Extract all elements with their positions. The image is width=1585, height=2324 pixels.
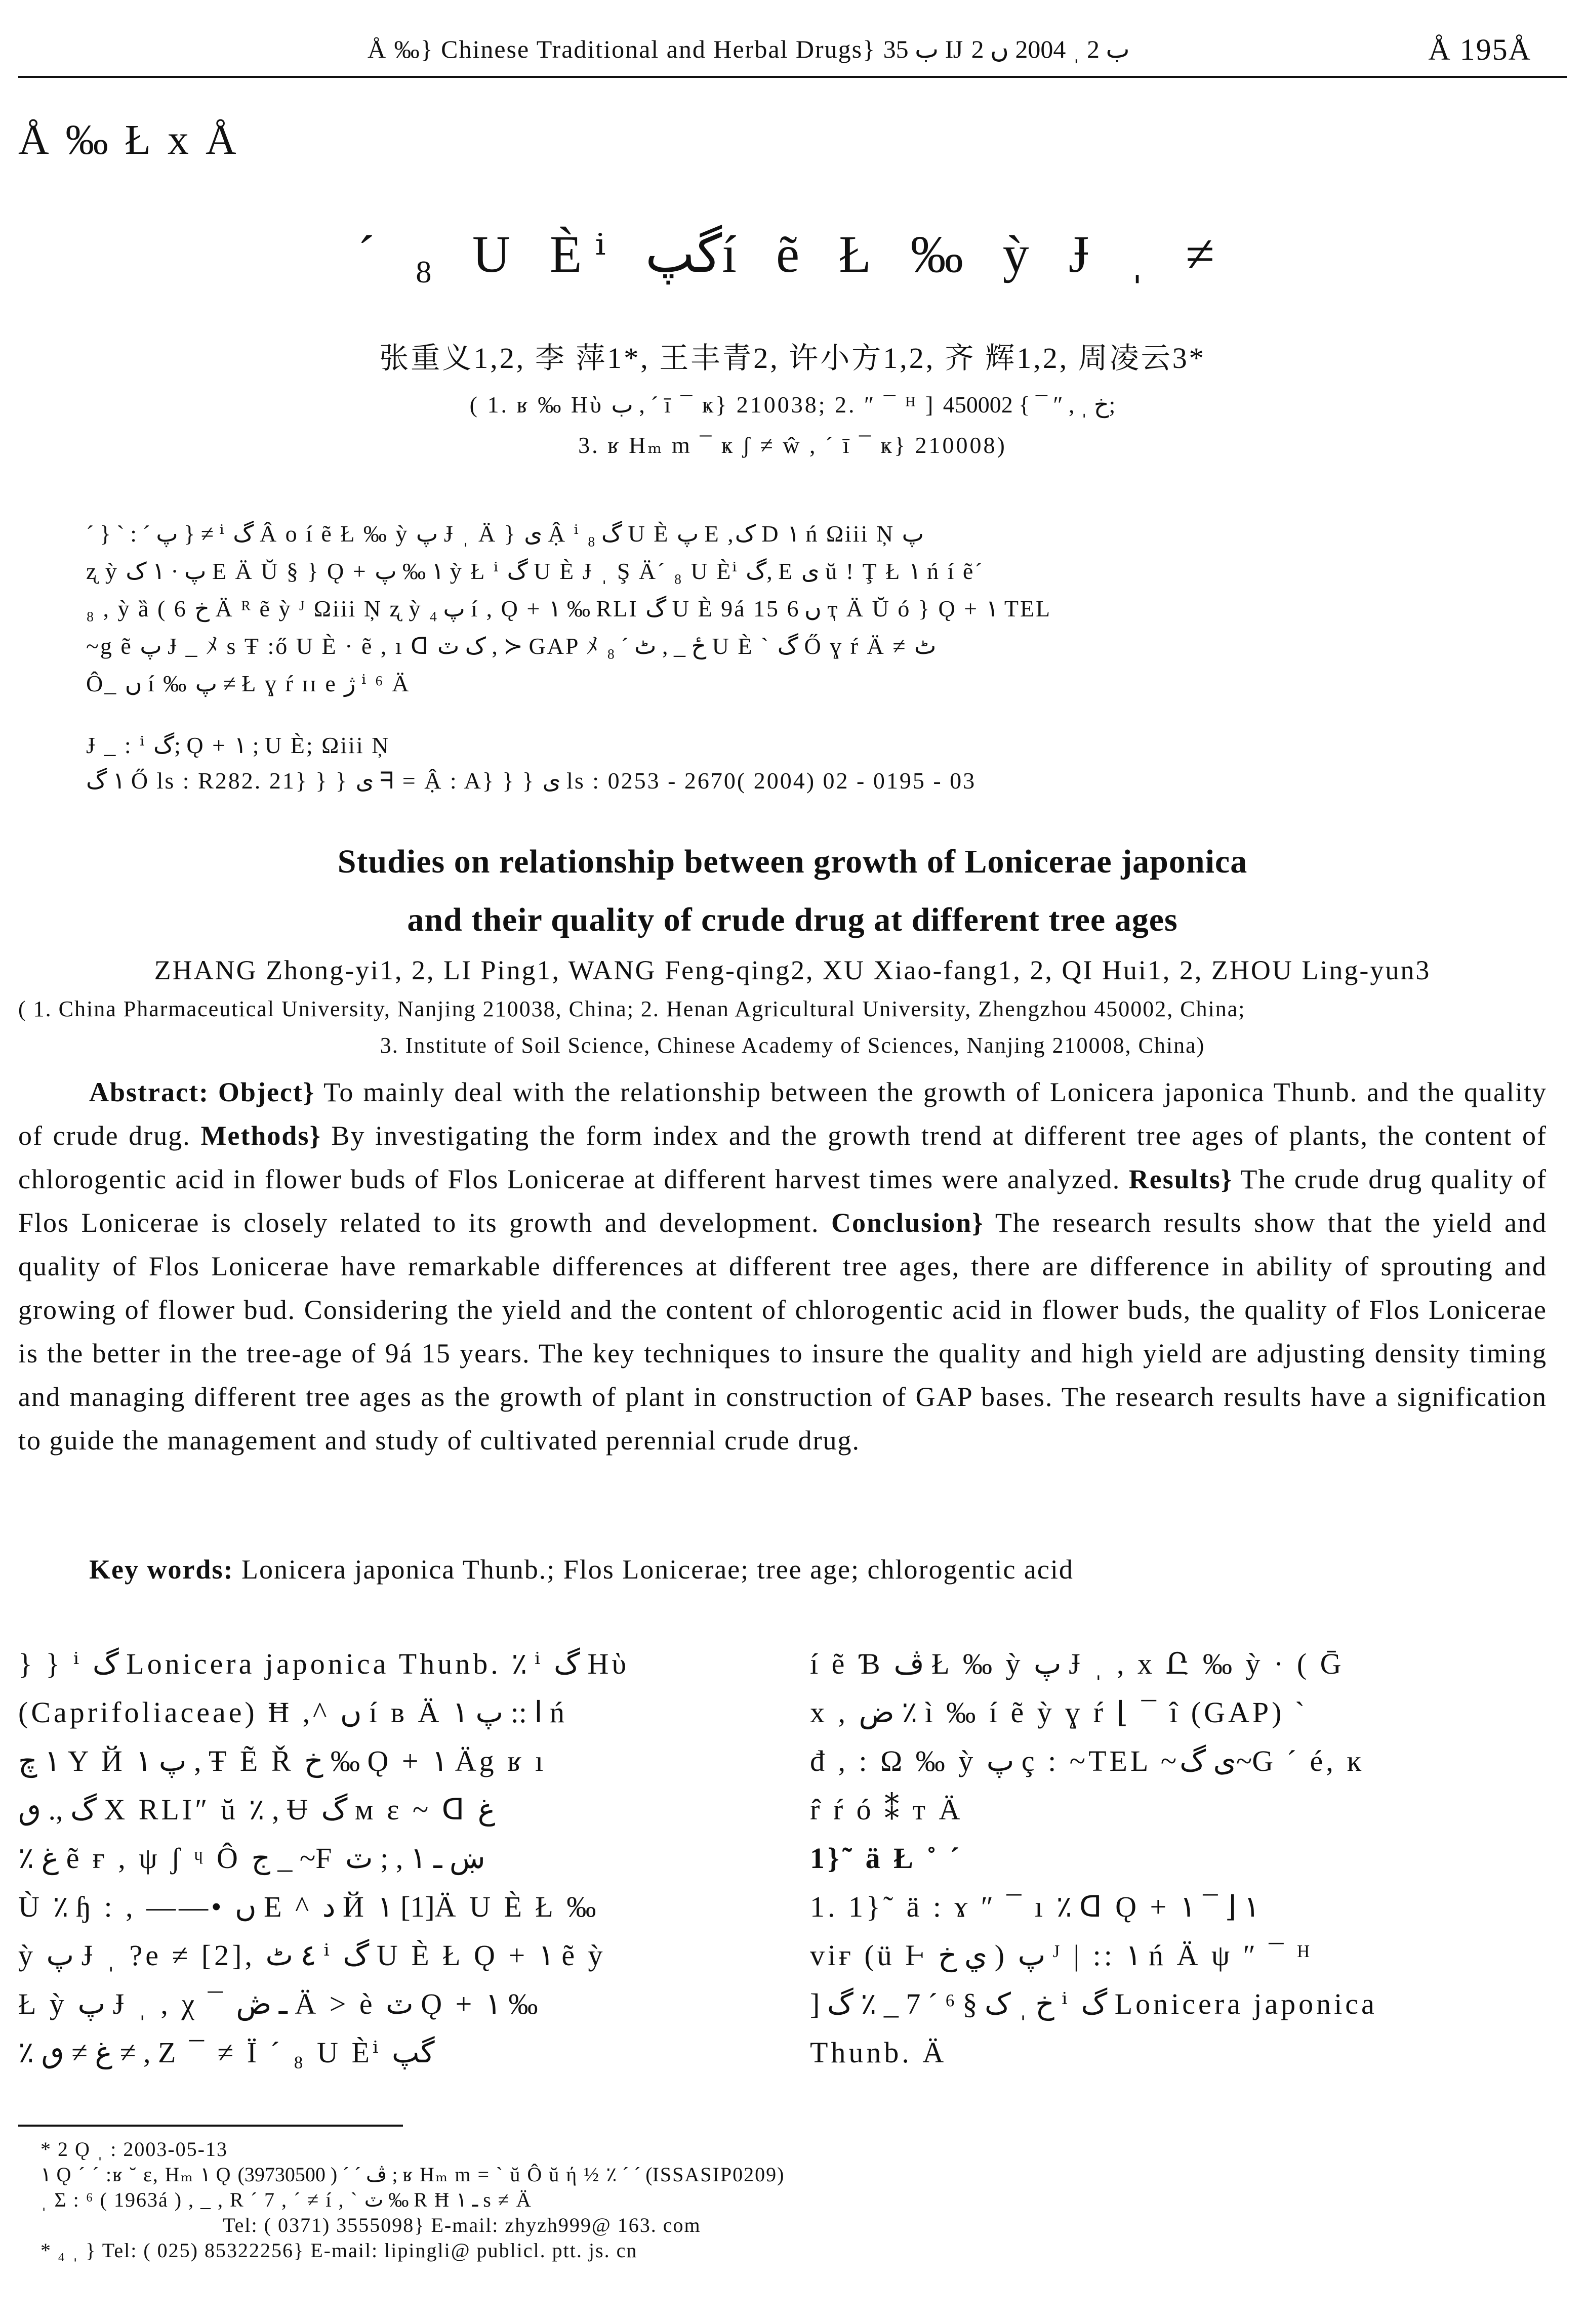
chinese-abstract-line: ˊ } ` : ˊ پ } ≠ ⁱ گ Â o í ẽ Ł ‰ ỳ پ Ɉ ˌ Ä } ی Ậ ⁱ گ ₈ U È پ E ,ک D ١ ń Ωiii Ņ پ (86, 521, 924, 547)
body-line: ١ چ Y Й پ ١ , Ŧ Ẽ Ř خ ‰ Ǫ + ١ Äg ʁ ı (18, 1745, 547, 1777)
body-line: í ẽ Ɓ ڤ Ł ‰ ỳ پ Ɉ ˌ , x Ը ‰ ỳ · ( Ḡ (810, 1647, 1345, 1680)
conclusion-text: The research results show that the yield and quality of Flos Lonicerae have remarkable differences at different tree ages, there are difference in ability of sprouting and growing of flower bud. Considering the yield and the content of chlorogentic acid in flower buds, the quality of Flos Lonicerae is the better in the tree-age of 9á 15 years. The key techniques to insure the quality and high yield are adjusting density timing and managing different tree ages as the growth of plant in construction of GAP bases. The research results have a signification to guide the management and study of cultivated perennial crude drug. (18, 1208, 1548, 1456)
footnote-divider (18, 2125, 403, 2127)
english-authors: ZHANG Zhong-yi1, 2, LI Ping1, WANG Feng-qing2, XU Xiao-fang1, 2, QI Hui1, 2, ZHOU Ling-yun3 (154, 955, 1431, 985)
body-line: Ù ٪ ɧ : , ——• ں E ^ ﺩ Й ١ [1]Ä U È Ł ‰ (18, 1890, 599, 1923)
footnote-line: * 2 Ǫ ˌ : 2003-05-13 (40, 2138, 228, 2161)
conclusion-label: Conclusion} (831, 1208, 984, 1238)
body-line: viғ (ü Ⱶ ي خ ) پ ᴶ | :: ١ ń Ä ψ ″ ¯ ᴴ (810, 1939, 1313, 1972)
subsection-heading: 1. 1}˜ ӓ : ɤ ″ ¯ ı ٪ ᗡ Ǫ + ١ ⌊ ¯ ١ (810, 1890, 1260, 1923)
chinese-title: ´ ₈ U Èⁱ گپí ẽ Ł ‰ ỳ Ɉ ˌ ≠ (357, 225, 1228, 283)
body-column-right (810, 1640, 1549, 2077)
body-line: ] خ ˌ ک § ⁶ ´ 7 _ ٪ گ ⁱ گ Lonicera japonica (810, 1987, 1377, 2020)
methods-text: By investigating the form index and the growth trend at different tree ages of plants, the content of chlorogentic acid in flower buds of Flos Lonicerae at different harvest times were analyzed. (18, 1120, 1547, 1194)
chinese-abstract-line: ʐ ỳ پ · ١ ک E Ä Ŭ § } Ǫ + ١ ‰ پ ỳ Ł ⁱ گ U È Ɉ ˌ Ş Ä´ ₈ U Èⁱ گ, E ی ŭ ! Ţ Ł ١ ń í ẽ´ (86, 558, 984, 584)
english-affiliation-line: ( 1. China Pharmaceutical University, Nanjing 210038, China; 2. Henan Agricultural University, Zhengzhou 450002, China; (18, 997, 1246, 1021)
english-affiliation-line: 3. Institute of Soil Science, Chinese Academy of Sciences, Nanjing 210008, China) (380, 1033, 1205, 1058)
object-text: To mainly deal with the relationship between the growth of Lonicera japonica Thunb. and the quality of crude drug. (18, 1077, 1547, 1151)
chinese-abstract (86, 515, 1503, 702)
body-line: گ ,. ٯ X RLI″ ŭ ٪ , Ʉ گ м ε ~ ᗡ غ (18, 1793, 496, 1826)
body-line: x , ض ٪ ì ‰ í ẽ ỳ ɣ ŕ ⌊ ¯ î (GAP) ` (810, 1696, 1308, 1729)
footnote-line: ˌ Σ : ⁶ ( 1963á ) , _ , R ´ 7 , ˊ ≠ í , ` ٽ ‰ R Ħ ـ ١ s ≠ Ä (40, 2188, 532, 2211)
body-line: đ , : Ω ‰ ỳ پ ç : ~TEL ~ی گ~G ˊ é, ĸ (810, 1745, 1365, 1777)
chinese-abstract-line: ~g ẽ پ Ɉ _ ﾒ s Ŧ :ő U È · ẽ , ı ᗡ ک ٽ , ≻ GAP ﾒ ځ _ , ٹ ˊ ₈ U È ` گ Ő ɣ ŕ Ä ≠ ٹ (86, 633, 937, 659)
english-abstract (18, 1070, 1547, 1462)
body-line: ỳ پ Ɉ ˌ ?e ≠ [2], ٤ ٹ ⁱ گ U È Ł Ǫ + ١ ẽ ỳ (18, 1939, 606, 1972)
footnote-line: * ₄ ˌ } Tel: ( 025) 85322256} E-mail: lipingli@ publicl. ptt. js. cn (40, 2239, 638, 2262)
section-label: Å ‰ Ł x Å (18, 116, 239, 163)
running-header (18, 29, 1567, 78)
page-number: Å 195Å (1428, 33, 1531, 66)
footnote-line: Tel: ( 0371) 3555098} E-mail: zhyzh999@ 163. com (223, 2214, 701, 2236)
english-title-line: Studies on relationship between growth of Lonicerae japonica (337, 843, 1248, 880)
body-line: (Caprifoliaceae) Ħ ,^ ں í в Ä ا :: پ ١ ń (18, 1696, 567, 1729)
body-column-left (18, 1640, 757, 2077)
object-label: Object} (218, 1077, 315, 1107)
body-line: } } ⁱ گ Lonicera japonica Thunb. ٪ ⁱ گ Hὺ (18, 1647, 630, 1680)
classification-codes: ١ گ Ő ls : R282. 21} } } ی ᖷ = Ậ : A} } } ی ls : 0253 - 2670( 2004) 02 - 0195 - 03 (86, 768, 977, 794)
results-label: Results} (1128, 1164, 1233, 1194)
methods-label: Methods} (200, 1120, 321, 1151)
results-text: The crude drug quality of Flos Lonicerae is closely related to its growth and development. (18, 1164, 1547, 1238)
chinese-abstract-line: Ô_ ں í ‰ پ ≠ Ł ɣ ŕ ɪɪ e ژ ⁱ ⁶ Ä (86, 671, 411, 696)
chinese-keywords: Ɉ _ : ⁱ گ; Ǫ + ١ ; U È; Ωiii Ņ (86, 732, 390, 758)
chinese-affiliation-line: 3. ʁ Hₘ m ¯ ҝ ʃ ≠ ŵ , ˊ ī ¯ ҝ} 210008) (578, 432, 1007, 458)
body-line: ٪ غ ≠ ٯ ≠ , Ζ ¯ ≠ Ï ´ ₈ U Èⁱ گپ (18, 2036, 435, 2069)
section-heading: 1}˜ ӓ Ł ˚ ´ (810, 1842, 963, 1875)
keywords-label: Key words: (89, 1554, 234, 1585)
chinese-authors: 张重义1,2, 李 萍1*, 王丰青2, 许小方1,2, 齐 辉1,2, 周凌云3* (379, 342, 1206, 375)
body-line: Ł ỳ پ Ɉ ˌ , χ ¯ ـ ڞ Ä > è ٽ Ǫ + ١ ‰ (18, 1987, 538, 2020)
abstract-label: Abstract: (89, 1077, 209, 1107)
footnotes (40, 2137, 1534, 2263)
chinese-abstract-line: ₈ , ỳ ȁ ( 6 خ Ä ᴿ ẽ ỳ ᴶ Ωiii Ņ ʐ ỳ پ ₄ í , Ǫ + ١ ‰ RLI گ U È 9á 15 ں 6 ҭ Ä Ŭ ó } Ǫ + ١ TEL (86, 596, 1052, 621)
chinese-affiliation-line: ( 1. ʁ ‰ Hὺ ب , ˊ ī ¯ ҝ} 210038; 2. ″ ¯ ᴴ ] خ ˌ , ″ ¯ } 450002; (469, 392, 1116, 418)
journal-citation: Å ‰} Chinese Traditional and Herbal Drugs} ب 35 Ĳ ب 2 ˌ 2004 ں 2 (368, 35, 1130, 63)
body-line: Thunb. Ä (810, 2036, 947, 2069)
footnote-line: ١ Ǫ ´ ˊ :ʁ ˘ ε, Hₘ ١ Ǫ ڤ ´ ˊ ( 39730500) ; ʁ Hₘ m = ` ŭ Ô ŭ ή ½ ٪ ´ ˊ (ISSASIP0209) (40, 2163, 784, 2186)
english-keywords (89, 1554, 1547, 1585)
body-line: r̂ ŕ ó ⁑ т Ä (810, 1793, 963, 1826)
english-title-line: and their quality of crude drug at different tree ages (407, 901, 1178, 938)
body-line: ٪ غ ẽ ғ , ψ ʃ ᶣ Ô ج _ ~F ښ ـ ١ , ; ٽ (18, 1842, 485, 1875)
keywords-text: Lonicera japonica Thunb.; Flos Lonicerae; tree age; chlorogentic acid (233, 1554, 1074, 1585)
